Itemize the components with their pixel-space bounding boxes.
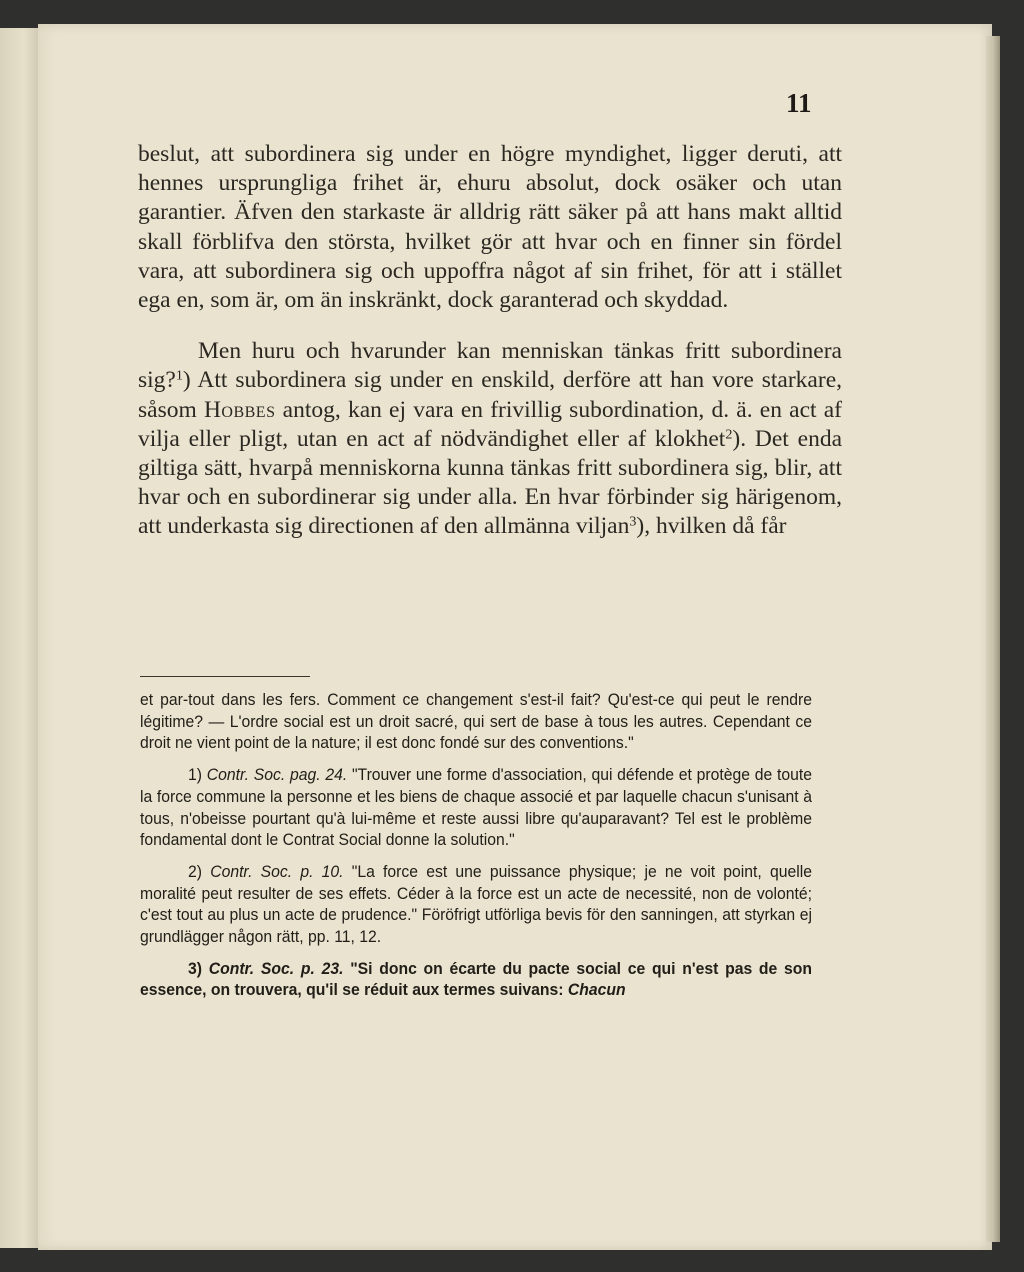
paragraph-1: beslut, att subordinera sig under en högre myndighet, ligger deruti, att hennes ursprungliga frihet är, ehuru absolut, dock osäker och utan garantier. Äfven den starkaste är alldrig rätt säker på att hans makt alltid skall förblifva den största, hvilket gör att hvar och en finner sin fördel vara, att subordinera sig och uppoffra något af sin frihet, för att i stället ega en, som är, om än inskränkt, dock garanterad och skyddad. — [138, 141, 842, 314]
footnote-2-text: "La force est une puissance physique; je ne voit point, quelle moralité peut resulter de ses effets. Céder à la force est un acte de necessité, non de volonté; c'est tout au plus un acte de prudence." Föröfrigt utförliga bevis för den sanningen, att styrkan ej grundlägger någon rätt, pp. 11, 12. — [140, 862, 812, 947]
page-number: 11 — [786, 88, 812, 118]
footnote-1-mark: 1) — [188, 766, 202, 785]
paragraph-2-part-d: ). Det enda giltiga sätt, hvarpå menniskorna kunna tänkas fritt subordinera sig, blir, att hvar och en subordinerar sig under alla. En hvar förbinder sig härigenom, att underkasta sig directionen af den allmänna viljan — [138, 425, 842, 540]
footnote-3-mark: 3) — [188, 959, 202, 978]
footnote-continuation: et par-tout dans les fers. Comment ce changement s'est-il fait? Qu'est-ce qui peut le rendre légitime? — L'ordre social est un droit sacré, qui sert de base à tous les autres. Cependant ce droit ne vient point de la nature; il est donc fondé sur des conventions." — [140, 691, 812, 753]
footnote-ref-3: 3 — [629, 513, 637, 530]
paragraph-2-part-b: ) Att subordinera sig under en enskild, derföre att han vore starkare, såsom — [138, 367, 842, 423]
paragraph-2 — [138, 337, 842, 541]
paragraph-2-part-a: Men huru och hvarunder kan menniskan tänkas fritt subordinera sig? — [138, 338, 842, 394]
main-text — [138, 140, 842, 542]
footnote-2-source: Contr. Soc. p. 10. — [210, 862, 344, 881]
footnote-2-mark: 2) — [188, 862, 202, 881]
footnote-ref-1: 1 — [175, 367, 183, 384]
name-hobbes: Hobbes — [203, 396, 276, 423]
paragraph-2-part-e: ), hvilken då får — [636, 513, 787, 540]
footnote-1-source: Contr. Soc. pag. 24. — [206, 766, 348, 785]
page-stack-edge — [986, 36, 1000, 1242]
paragraph-2-part-c: antog, kan ej vara en frivillig subordination, d. ä. en act af vilja eller pligt, utan en act af nödvändighet eller af klokhet — [138, 396, 842, 452]
footnote-3-source: Contr. Soc. p. 23. — [208, 959, 344, 978]
footnote-3-text: "Si donc on écarte du pacte social ce qui n'est pas de son essence, on trouvera, qu'il se réduit aux termes suivans: — [140, 959, 812, 1000]
footnote-3-tail: Chacun — [567, 981, 626, 1000]
footnote-1 — [140, 765, 812, 852]
footnotes — [140, 690, 812, 1012]
footnote-2 — [140, 862, 812, 949]
footnote-ref-2: 2 — [725, 426, 733, 443]
footnote-1-text: "Trouver une forme d'association, qui défende et protège de toute la force commune la personne et les biens de chaque associé et par laquelle chacun s'unisant à tous, n'obeisse pourtant qu'à lui-même et reste aussi libre qu'auparavant? Tel est le problème fondamental dont le Contrat Social donne la solution." — [140, 766, 812, 850]
facing-page-edge — [0, 28, 40, 1248]
footnote-rule — [140, 676, 310, 677]
footnote-3 — [140, 959, 812, 1002]
